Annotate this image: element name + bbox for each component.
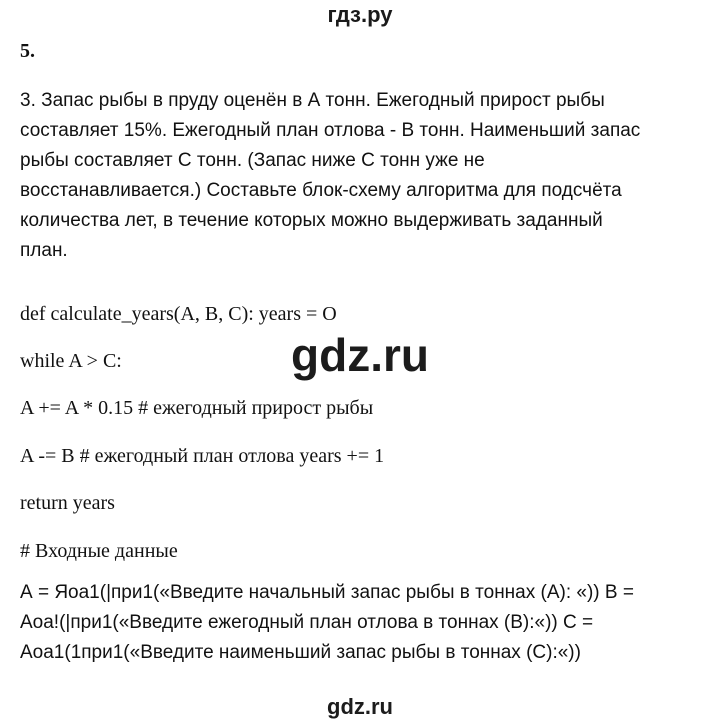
problem-line: план. xyxy=(20,240,68,261)
code-line-while: while A > C: xyxy=(20,350,122,372)
code-line-return: return years xyxy=(20,492,115,514)
watermark-middle: gdz.ru xyxy=(291,329,429,381)
problem-line: составляет 15%. Ежегодный план отлова - В тонн. Наименьший запас xyxy=(20,120,641,141)
problem-line: восстанавливается.) Составьте блок-схему алгоритма для подсчёта xyxy=(20,180,622,201)
problem-text xyxy=(20,86,710,266)
problem-line: 3. Запас рыбы в пруду оценён в А тонн. Ежегодный прирост рыбы xyxy=(20,90,605,111)
problem-line: рыбы составляет С тонн. (Запас ниже С тонн уже не xyxy=(20,150,485,171)
site-header: гдз.ру xyxy=(327,2,393,27)
code-line-catch: A -= В # ежегодный план отлова years += 1 xyxy=(20,445,385,467)
problem-line: количества лет, в течение которых можно выдерживать заданный xyxy=(20,210,603,231)
input-code-block xyxy=(20,578,634,668)
code-line-comment: # Входные данные xyxy=(20,540,178,562)
input-line: Аоа!(|при1(«Введите ежегодный план отлова в тоннах (В):«)) С = xyxy=(20,612,594,633)
input-line: Аоа1(1при1(«Введите наименьший запас рыбы в тоннах (С):«)) xyxy=(20,642,581,663)
task-number: 5. xyxy=(20,40,35,62)
watermark-bottom: gdz.ru xyxy=(327,694,393,719)
code-line-def: def calculate_years(A, B, C): years = O xyxy=(20,303,337,325)
input-line: А = Яоа1(|при1(«Введите начальный запас рыбы в тоннах (А): «)) В = xyxy=(20,582,634,603)
code-line-growth: A += A * 0.15 # ежегодный прирост рыбы xyxy=(20,397,374,419)
